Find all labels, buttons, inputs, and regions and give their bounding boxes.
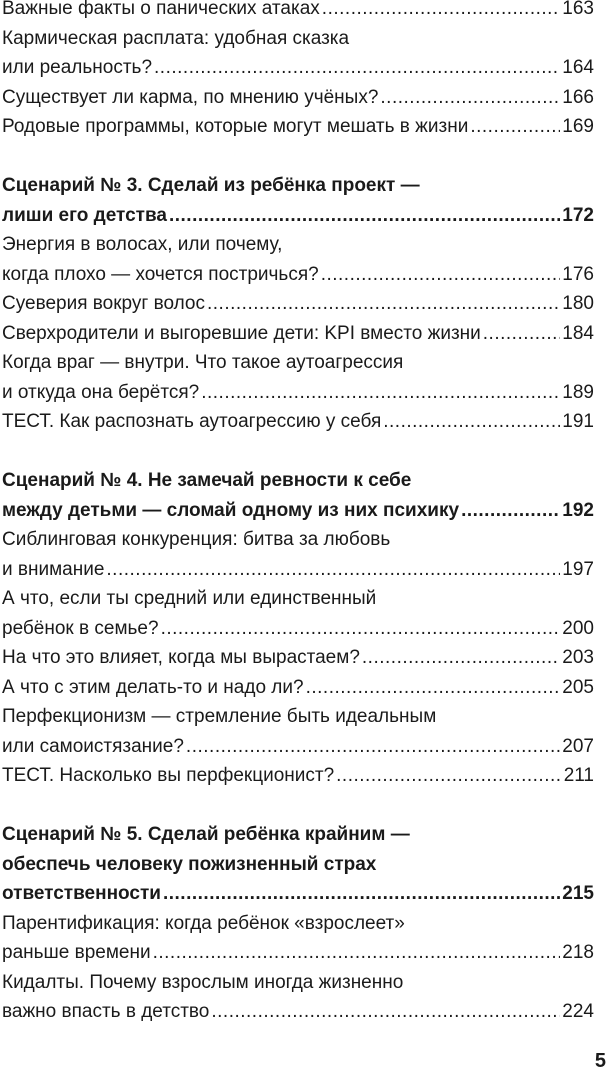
toc-entry-title: Парентификация: когда ребёнок «взрослеет» xyxy=(2,912,405,934)
toc-entry-title: или реальность? xyxy=(2,57,153,78)
toc-entry-title: Перфекционизм — стремление быть идеальным xyxy=(2,706,437,727)
toc-entry-title: Сценарий № 4. Не замечай ревности к себе xyxy=(2,470,412,491)
toc-entry xyxy=(2,997,594,1027)
toc-entry-title: Кидалты. Почему взрослым иногда жизненно xyxy=(2,971,404,993)
dot-leader xyxy=(362,643,560,673)
toc-entry-title: Сверхродители и выгоревшие дети: KPI вместо жизни xyxy=(2,322,481,344)
dot-leader xyxy=(186,732,560,762)
toc-page-number: 191 xyxy=(562,411,594,432)
dot-leader xyxy=(211,997,560,1027)
toc-section-heading xyxy=(2,879,594,909)
section-gap xyxy=(2,142,594,172)
toc-entry-title: Энергия в волосах, или почему, xyxy=(2,234,283,255)
toc-page-number: 203 xyxy=(562,647,594,668)
toc-entry-title: ТЕСТ. Как распознать аутоагрессию у себя xyxy=(2,411,382,432)
page-number: 5 xyxy=(594,1050,606,1072)
toc-entry-title: ребёнок в семье? xyxy=(2,617,159,639)
toc-section-heading xyxy=(2,850,594,880)
dot-leader xyxy=(321,260,561,290)
toc-entry-title: Сценарий № 5. Сделай ребёнка крайним — xyxy=(2,824,410,845)
dot-leader xyxy=(336,761,562,791)
toc-page-number: 200 xyxy=(562,617,594,639)
toc-entry xyxy=(2,761,594,791)
table-of-contents xyxy=(2,0,594,1027)
toc-entry-title: раньше времени xyxy=(2,942,151,963)
toc-page-number: 207 xyxy=(562,735,594,757)
dot-leader xyxy=(207,289,560,319)
toc-page-number: 163 xyxy=(562,0,594,19)
toc-entry-title: Важные факты о панических атаках xyxy=(2,0,320,19)
toc-entry xyxy=(2,643,594,673)
toc-section-heading xyxy=(2,466,594,496)
toc-entry xyxy=(2,673,594,703)
toc-entry xyxy=(2,112,594,142)
toc-page-number: 197 xyxy=(562,558,594,580)
toc-entry-title: А что, если ты средний или единственный xyxy=(2,588,377,609)
dot-leader xyxy=(322,0,561,24)
toc-page-number: 224 xyxy=(562,1001,594,1022)
toc-entry-title: Сценарий № 3. Сделай из ребёнка проект — xyxy=(2,175,420,196)
dot-leader xyxy=(201,378,560,408)
toc-entry-title: и внимание xyxy=(2,558,105,580)
toc-page-number: 166 xyxy=(562,86,594,108)
dot-leader xyxy=(306,673,561,703)
toc-entry-title: ТЕСТ. Насколько вы перфекционист? xyxy=(2,765,335,786)
toc-entry xyxy=(2,968,594,998)
toc-page-number: 189 xyxy=(562,381,594,403)
toc-entry-title: Родовые программы, которые могут мешать в жизни xyxy=(2,116,469,137)
dot-leader xyxy=(461,496,560,526)
dot-leader xyxy=(153,938,561,968)
toc-entry-title: Когда враг — внутри. Что такое аутоагрессия xyxy=(2,352,404,373)
toc-entry xyxy=(2,53,594,83)
toc-entry xyxy=(2,289,594,319)
toc-entry xyxy=(2,938,594,968)
toc-entry-title: А что с этим делать-то и надо ли? xyxy=(2,676,304,698)
toc-entry-title: ответственности xyxy=(2,883,161,904)
toc-section-heading xyxy=(2,496,594,526)
toc-page-number: 192 xyxy=(562,499,594,521)
toc-page-number: 180 xyxy=(562,293,594,314)
toc-entry xyxy=(2,702,594,732)
toc-page-number: 211 xyxy=(563,765,594,786)
toc-page-number: 164 xyxy=(562,57,594,78)
toc-entry xyxy=(2,260,594,290)
toc-page-number: 169 xyxy=(562,116,594,137)
dot-leader xyxy=(163,879,560,909)
toc-entry xyxy=(2,348,594,378)
toc-section-heading xyxy=(2,171,594,201)
dot-leader xyxy=(154,53,560,83)
toc-page-number: 205 xyxy=(562,676,594,698)
dot-leader xyxy=(483,319,561,349)
section-gap xyxy=(2,437,594,467)
toc-entry xyxy=(2,0,594,24)
toc-entry xyxy=(2,24,594,54)
toc-entry-title: Суеверия вокруг волос xyxy=(2,293,205,314)
dot-leader xyxy=(470,112,560,142)
toc-entry xyxy=(2,230,594,260)
dot-leader xyxy=(380,83,560,113)
toc-entry-title: когда плохо — хочется постричься? xyxy=(2,263,319,285)
toc-entry-title: важно впасть в детство xyxy=(2,1001,210,1022)
toc-entry-title: и откуда она берётся? xyxy=(2,381,200,403)
toc-page-number: 176 xyxy=(562,263,594,285)
toc-entry xyxy=(2,584,594,614)
toc-entry xyxy=(2,83,594,113)
toc-entry-title: обеспечь человеку пожизненный страх xyxy=(2,853,377,875)
toc-entry-title: Кармическая расплата: удобная сказка xyxy=(2,27,350,49)
toc-entry xyxy=(2,555,594,585)
toc-entry-title: Существует ли карма, по мнению учёных? xyxy=(2,86,379,108)
toc-entry-title: Сиблинговая конкуренция: битва за любовь xyxy=(2,529,391,550)
toc-entry-title: На что это влияет, когда мы вырастаем? xyxy=(2,647,360,668)
section-gap xyxy=(2,791,594,821)
toc-page-number: 172 xyxy=(562,204,594,226)
toc-entry-title: между детьми — сломай одному из них психику xyxy=(2,499,460,521)
dot-leader xyxy=(383,407,560,437)
toc-page-number: 218 xyxy=(562,942,594,963)
toc-entry xyxy=(2,909,594,939)
dot-leader xyxy=(161,614,561,644)
toc-entry xyxy=(2,732,594,762)
toc-section-heading xyxy=(2,820,594,850)
toc-section-heading xyxy=(2,201,594,231)
toc-entry xyxy=(2,407,594,437)
toc-entry xyxy=(2,525,594,555)
toc-entry-title: или самоистязание? xyxy=(2,735,184,757)
toc-page-number: 184 xyxy=(562,322,594,344)
dot-leader xyxy=(169,201,560,231)
toc-page-number: 215 xyxy=(562,883,594,904)
dot-leader xyxy=(106,555,560,585)
toc-entry xyxy=(2,378,594,408)
toc-entry xyxy=(2,614,594,644)
toc-entry xyxy=(2,319,594,349)
toc-entry-title: лиши его детства xyxy=(2,204,167,226)
